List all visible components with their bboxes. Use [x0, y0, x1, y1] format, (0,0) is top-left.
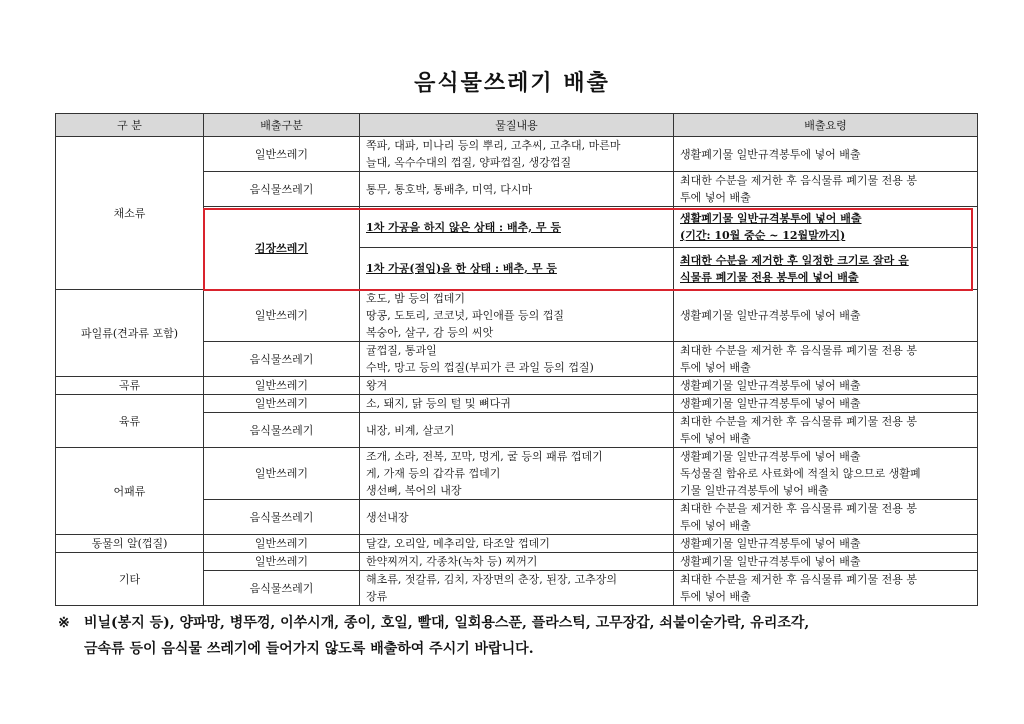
method-cell: 생활폐기물 일반규격봉투에 넣어 배출 독성물질 함유로 사료화에 적절치 않으므로 생활폐 기물 일반규격봉투에 넣어 배출	[674, 448, 978, 500]
method-cell: 생활폐기물 일반규격봉투에 넣어 배출	[674, 535, 978, 553]
content-cell: 소, 돼지, 닭 등의 털 및 뼈다귀	[360, 395, 674, 413]
content-cell: 내장, 비계, 살코기	[360, 413, 674, 448]
category-cell: 파일류(견과류 포함)	[56, 290, 204, 377]
type-cell-kimjang: 김장쓰레기	[204, 207, 360, 290]
header-category: 구 분	[56, 114, 204, 137]
type-cell: 일반쓰레기	[204, 395, 360, 413]
footnote-line-1: 비닐(봉지 등), 양파망, 병뚜껑, 이쑤시개, 종이, 호일, 빨대, 일회용스푼, 플라스틱, 고무장갑, 쇠붙이숟가락, 유리조각,	[84, 615, 810, 631]
type-cell: 일반쓰레기	[204, 553, 360, 571]
content-cell: 1차 가공(절임)을 한 상태 : 배추, 무 등	[360, 248, 674, 290]
category-cell: 어패류	[56, 448, 204, 535]
category-cell: 채소류	[56, 137, 204, 290]
type-cell: 일반쓰레기	[204, 535, 360, 553]
type-cell: 일반쓰레기	[204, 377, 360, 395]
footnote-line-2: 금속류 등이 음식물 쓰레기에 들어가지 않도록 배출하여 주시기 바랍니다.	[84, 641, 534, 657]
table-row	[56, 290, 978, 342]
category-cell: 육류	[56, 395, 204, 448]
method-cell: 생활폐기물 일반규격봉투에 넣어 배출	[674, 553, 978, 571]
page-title: 음식물쓰레기 배출	[414, 70, 610, 96]
method-cell: 최대한 수분을 제거한 후 음식물류 폐기물 전용 봉 투에 넣어 배출	[674, 571, 978, 606]
content-cell: 귤껍질, 통과일 수박, 망고 등의 껍질(부피가 큰 과일 등의 껍질)	[360, 342, 674, 377]
content-cell: 1차 가공을 하지 않은 상태 : 배추, 무 등	[360, 207, 674, 248]
header-content: 물질내용	[360, 114, 674, 137]
method-cell: 최대한 수분을 제거한 후 음식물류 폐기물 전용 봉 투에 넣어 배출	[674, 500, 978, 535]
type-cell: 음식물쓰레기	[204, 413, 360, 448]
content-cell: 한약찌꺼지, 각종차(녹차 등) 찌꺼기	[360, 553, 674, 571]
method-cell: 생활폐기물 일반규격봉투에 넣어 배출	[674, 395, 978, 413]
content-cell: 통무, 통호박, 통배추, 미역, 다시마	[360, 172, 674, 207]
method-cell: 최대한 수분을 제거한 후 음식물류 폐기물 전용 봉 투에 넣어 배출	[674, 413, 978, 448]
category-cell: 곡류	[56, 377, 204, 395]
type-cell: 일반쓰레기	[204, 137, 360, 172]
method-cell: 생활폐기물 일반규격봉투에 넣어 배출	[674, 290, 978, 342]
category-cell: 동물의 알(껍질)	[56, 535, 204, 553]
type-cell: 음식물쓰레기	[204, 500, 360, 535]
content-cell: 왕겨	[360, 377, 674, 395]
content-cell: 달걀, 오리알, 메추리알, 타조알 껍데기	[360, 535, 674, 553]
table-header-row	[56, 114, 978, 137]
type-cell: 일반쓰레기	[204, 448, 360, 500]
type-cell: 일반쓰레기	[204, 290, 360, 342]
type-cell: 음식물쓰레기	[204, 342, 360, 377]
method-cell: 최대한 수분을 제거한 후 음식물류 폐기물 전용 봉 투에 넣어 배출	[674, 172, 978, 207]
disposal-table	[55, 113, 978, 606]
content-cell: 쪽파, 대파, 미나리 등의 뿌리, 고추씨, 고추대, 마른마 늘대, 옥수수대의 껍질, 양파껍질, 생강껍질	[360, 137, 674, 172]
reference-mark: ※	[58, 615, 70, 631]
method-cell: 최대한 수분을 제거한 후 음식물류 폐기물 전용 봉 투에 넣어 배출	[674, 342, 978, 377]
table-row	[56, 535, 978, 553]
table-row	[56, 137, 978, 172]
header-type: 배출구분	[204, 114, 360, 137]
method-cell: 최대한 수분을 제거한 후 일정한 크기로 잘라 음 식물류 폐기물 전용 봉투에 넣어 배출	[674, 248, 978, 290]
content-cell: 호도, 밤 등의 껍데기 땅콩, 도토리, 코코넛, 파인애플 등의 껍질 복숭아, 살구, 감 등의 씨앗	[360, 290, 674, 342]
category-cell: 기타	[56, 553, 204, 606]
content-cell: 생선내장	[360, 500, 674, 535]
table-row	[56, 395, 978, 413]
table-row	[56, 448, 978, 500]
content-cell: 조개, 소라, 전복, 꼬막, 멍게, 굴 등의 패류 껍데기 게, 가재 등의 갑각류 껍데기 생선뼈, 복어의 내장	[360, 448, 674, 500]
method-cell: 생활폐기물 일반규격봉투에 넣어 배출 (기간: 10월 중순 ~ 12월말까지)	[674, 207, 978, 248]
type-cell: 음식물쓰레기	[204, 571, 360, 606]
method-cell: 생활폐기물 일반규격봉투에 넣어 배출	[674, 377, 978, 395]
type-cell: 음식물쓰레기	[204, 172, 360, 207]
table-row	[56, 553, 978, 571]
header-method: 배출요령	[674, 114, 978, 137]
method-cell: 생활폐기물 일반규격봉투에 넣어 배출	[674, 137, 978, 172]
content-cell: 해초류, 젓갈류, 김치, 자장면의 춘장, 된장, 고추장의 장류	[360, 571, 674, 606]
table-row	[56, 377, 978, 395]
footnote	[58, 610, 978, 662]
